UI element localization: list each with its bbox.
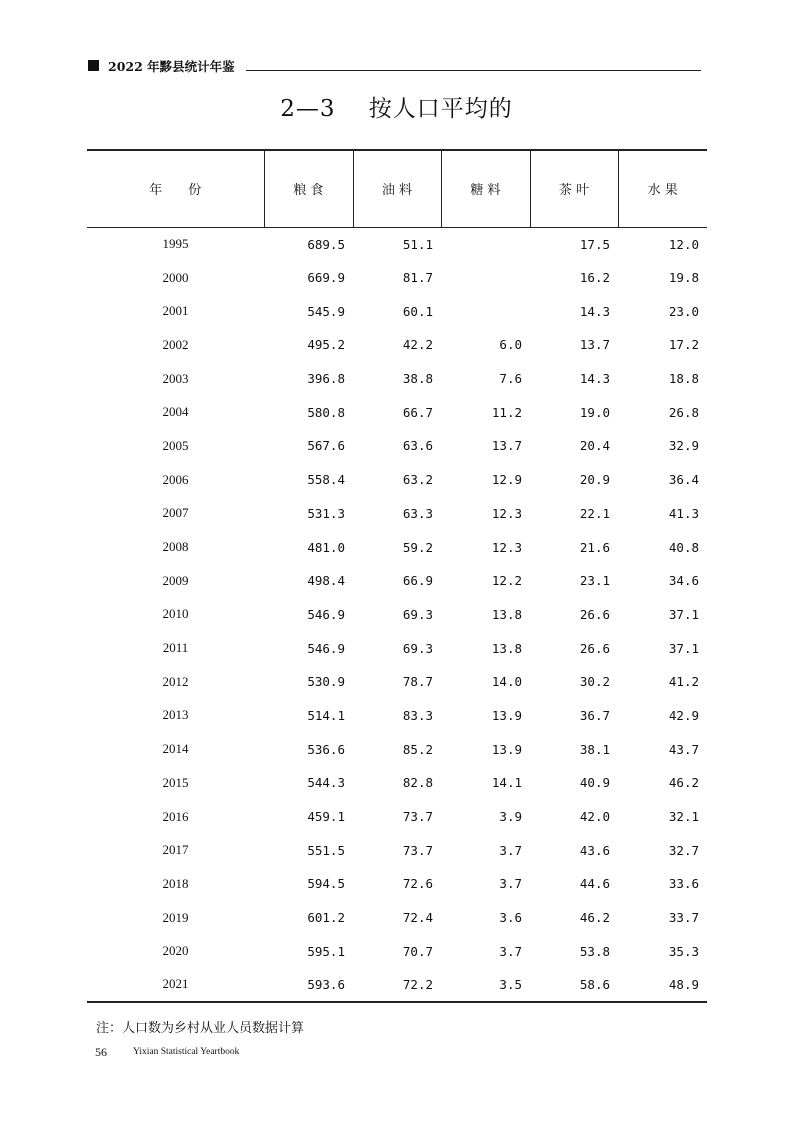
header-sugar-crops: 糖 料: [441, 150, 530, 227]
row-value-cell: [441, 294, 530, 328]
table-row: [87, 665, 707, 699]
row-value-cell: 69.3: [402, 640, 433, 656]
row-value-cell: 14.3: [579, 371, 610, 387]
row-value-cell: 20.4: [579, 438, 610, 454]
row-value-cell: 43.7: [668, 741, 699, 757]
row-value-cell: 40.9: [579, 775, 610, 791]
row-value-cell: 558.4: [307, 472, 345, 488]
row-value-cell: 19.8: [668, 270, 699, 286]
header-tea: 茶 叶: [530, 150, 618, 227]
row-value-cell: 36.7: [579, 707, 610, 723]
row-year-cell: 2013: [162, 707, 189, 723]
row-value-cell: 20.9: [579, 472, 610, 488]
row-year-cell: 2000: [162, 269, 189, 285]
row-value-cell: 12.0: [668, 236, 699, 252]
row-value-cell: 514.1: [307, 707, 345, 723]
row-value-cell: 63.6: [402, 438, 433, 454]
row-value-cell: 14.0: [491, 674, 522, 690]
row-year-cell: 2007: [162, 505, 189, 521]
row-value-cell: 544.3: [307, 775, 345, 791]
row-value-cell: 66.7: [402, 404, 433, 420]
table-row: [87, 395, 707, 429]
row-year-cell: 2015: [162, 774, 189, 790]
table-row: [87, 564, 707, 598]
table-body: [87, 227, 707, 1002]
row-value-cell: 33.7: [668, 910, 699, 926]
row-value-cell: 32.9: [668, 438, 699, 454]
row-value-cell: 60.1: [402, 303, 433, 319]
row-value-cell: 3.5: [441, 968, 530, 1002]
row-value-cell: 72.6: [402, 876, 433, 892]
row-value-cell: 689.5: [307, 236, 345, 252]
row-year-cell: 2014: [162, 741, 189, 757]
row-value-cell: 567.6: [307, 438, 345, 454]
row-value-cell: 35.3: [668, 943, 699, 959]
header-grain: 粮 食: [264, 150, 353, 227]
row-value-cell: 23.0: [668, 303, 699, 319]
row-value-cell: 530.9: [307, 674, 345, 690]
table-row: [87, 631, 707, 665]
row-value-cell: 595.1: [307, 943, 345, 959]
row-value-cell: 7.6: [499, 371, 522, 387]
row-value-cell: 498.4: [307, 573, 345, 589]
row-value-cell: 30.2: [579, 674, 610, 690]
row-value-cell: 13.9: [491, 741, 522, 757]
row-value-cell: 82.8: [402, 775, 433, 791]
row-value-cell: 12.3: [491, 539, 522, 555]
row-value-cell: 459.1: [307, 809, 345, 825]
row-value-cell: 546.9: [307, 640, 345, 656]
row-value-cell: 3.7: [499, 876, 522, 892]
row-value-cell: 53.8: [579, 943, 610, 959]
header-oil-crops: 油 料: [353, 150, 441, 227]
row-value-cell: 12.3: [491, 505, 522, 521]
table-row: [87, 362, 707, 396]
row-value-cell: 38.8: [402, 371, 433, 387]
row-year-cell: 2010: [162, 606, 189, 622]
row-value-cell: 3.6: [499, 910, 522, 926]
row-value-cell: 3.7: [499, 943, 522, 959]
row-value-cell: 594.5: [307, 876, 345, 892]
row-year-cell: 2017: [162, 842, 189, 858]
row-value-cell: 580.8: [307, 404, 345, 420]
row-value-cell: 37.1: [668, 640, 699, 656]
row-value-cell: 16.2: [579, 270, 610, 286]
table-row: [87, 968, 707, 1002]
row-value-cell: 3.7: [499, 842, 522, 858]
row-value-cell: 13.8: [491, 606, 522, 622]
table-row: [87, 833, 707, 867]
row-value-cell: 531.3: [307, 505, 345, 521]
footer-text: Yixian Statistical Yeartbook: [133, 1047, 240, 1057]
row-value-cell: 69.3: [402, 606, 433, 622]
page-title: 2—3 按人口平均的: [280, 96, 513, 122]
table-row: [87, 227, 707, 261]
row-value-cell: 73.7: [402, 809, 433, 825]
row-value-cell: 40.8: [668, 539, 699, 555]
row-year-cell: 2012: [162, 673, 189, 689]
row-value-cell: 12.2: [491, 573, 522, 589]
row-value-cell: 32.1: [668, 809, 699, 825]
row-value-cell: 545.9: [307, 303, 345, 319]
row-value-cell: 22.1: [579, 505, 610, 521]
row-value-cell: 11.2: [491, 404, 522, 420]
table-row: [87, 294, 707, 328]
row-value-cell: 66.9: [402, 573, 433, 589]
table-row: [87, 901, 707, 935]
row-value-cell: 85.2: [402, 741, 433, 757]
row-value-cell: 36.4: [668, 472, 699, 488]
row-value-cell: 63.2: [402, 472, 433, 488]
table-row: [87, 699, 707, 733]
table-row: [87, 463, 707, 497]
row-value-cell: 14.1: [491, 775, 522, 791]
row-value-cell: 26.8: [668, 404, 699, 420]
row-value-cell: 396.8: [307, 371, 345, 387]
row-value-cell: 13.9: [491, 707, 522, 723]
row-value-cell: [441, 261, 530, 295]
table-row: [87, 800, 707, 834]
row-value-cell: 26.6: [579, 606, 610, 622]
row-value-cell: 669.9: [307, 270, 345, 286]
table-row: [87, 497, 707, 531]
row-value-cell: 26.6: [579, 640, 610, 656]
row-value-cell: 17.5: [579, 236, 610, 252]
row-value-cell: 601.2: [307, 910, 345, 926]
row-value-cell: 41.2: [668, 674, 699, 690]
row-value-cell: 42.0: [579, 809, 610, 825]
header-year: 年 份: [87, 150, 264, 227]
table-note: 注：人口数为乡村从业人员数据计算: [96, 1021, 305, 1036]
row-value-cell: 48.9: [618, 968, 707, 1002]
row-value-cell: 63.3: [402, 505, 433, 521]
row-year-cell: 2005: [162, 437, 189, 453]
row-value-cell: 13.7: [579, 337, 610, 353]
header-fruit: 水 果: [618, 150, 707, 227]
header-square-icon: [88, 60, 99, 71]
row-value-cell: [441, 227, 530, 261]
row-value-cell: 495.2: [307, 337, 345, 353]
row-year-cell: 2002: [162, 336, 189, 352]
row-value-cell: 72.4: [402, 910, 433, 926]
row-value-cell: 83.3: [402, 707, 433, 723]
table-row: [87, 732, 707, 766]
row-value-cell: 551.5: [307, 842, 345, 858]
table-row: [87, 261, 707, 295]
row-value-cell: 72.2: [353, 968, 441, 1002]
row-value-cell: 78.7: [402, 674, 433, 690]
row-value-cell: 81.7: [402, 270, 433, 286]
data-table: [87, 149, 707, 1003]
row-year-cell: 2018: [162, 875, 189, 891]
table-row: [87, 530, 707, 564]
row-value-cell: 34.6: [668, 573, 699, 589]
row-value-cell: 51.1: [402, 236, 433, 252]
row-year-cell: 2003: [162, 370, 189, 386]
page-header: [88, 56, 703, 76]
row-value-cell: 13.7: [491, 438, 522, 454]
row-value-cell: 3.9: [499, 809, 522, 825]
row-value-cell: 58.6: [530, 968, 618, 1002]
row-value-cell: 23.1: [579, 573, 610, 589]
row-value-cell: 14.3: [579, 303, 610, 319]
row-value-cell: 12.9: [491, 472, 522, 488]
table-row: [87, 766, 707, 800]
row-value-cell: 19.0: [579, 404, 610, 420]
row-value-cell: 32.7: [668, 842, 699, 858]
row-value-cell: 546.9: [307, 606, 345, 622]
row-value-cell: 46.2: [579, 910, 610, 926]
table-row: [87, 429, 707, 463]
row-year-cell: 2004: [162, 404, 189, 420]
page-number: 56: [95, 1045, 107, 1059]
table-row: [87, 328, 707, 362]
row-year-cell: 2008: [162, 539, 189, 555]
row-year-cell: 2011: [162, 640, 189, 656]
row-value-cell: 593.6: [264, 968, 353, 1002]
row-value-cell: 33.6: [668, 876, 699, 892]
row-value-cell: 17.2: [668, 337, 699, 353]
row-value-cell: 59.2: [402, 539, 433, 555]
header-title: 2022 年黟县统计年鉴: [108, 59, 235, 74]
row-value-cell: 42.9: [668, 707, 699, 723]
row-value-cell: 41.3: [668, 505, 699, 521]
row-year-cell: 2019: [162, 909, 189, 925]
row-year-cell: 2016: [162, 808, 189, 824]
row-value-cell: 46.2: [668, 775, 699, 791]
row-value-cell: 42.2: [402, 337, 433, 353]
row-value-cell: 44.6: [579, 876, 610, 892]
row-value-cell: 481.0: [307, 539, 345, 555]
table-header-row: [87, 150, 707, 227]
row-value-cell: 13.8: [491, 640, 522, 656]
row-value-cell: 18.8: [668, 371, 699, 387]
table-row: [87, 867, 707, 901]
row-value-cell: 73.7: [402, 842, 433, 858]
table-row: [87, 598, 707, 632]
table-row: [87, 934, 707, 968]
row-value-cell: 536.6: [307, 741, 345, 757]
row-value-cell: 43.6: [579, 842, 610, 858]
row-value-cell: 6.0: [499, 337, 522, 353]
row-value-cell: 70.7: [402, 943, 433, 959]
header-rule: [246, 70, 701, 71]
row-year-cell: 2021: [87, 968, 264, 1002]
row-year-cell: 2020: [162, 943, 189, 959]
row-value-cell: 21.6: [579, 539, 610, 555]
row-value-cell: 37.1: [668, 606, 699, 622]
row-year-cell: 2009: [162, 572, 189, 588]
row-value-cell: 38.1: [579, 741, 610, 757]
row-year-cell: 2001: [162, 303, 189, 319]
row-year-cell: 1995: [162, 236, 189, 252]
row-year-cell: 2006: [162, 471, 189, 487]
